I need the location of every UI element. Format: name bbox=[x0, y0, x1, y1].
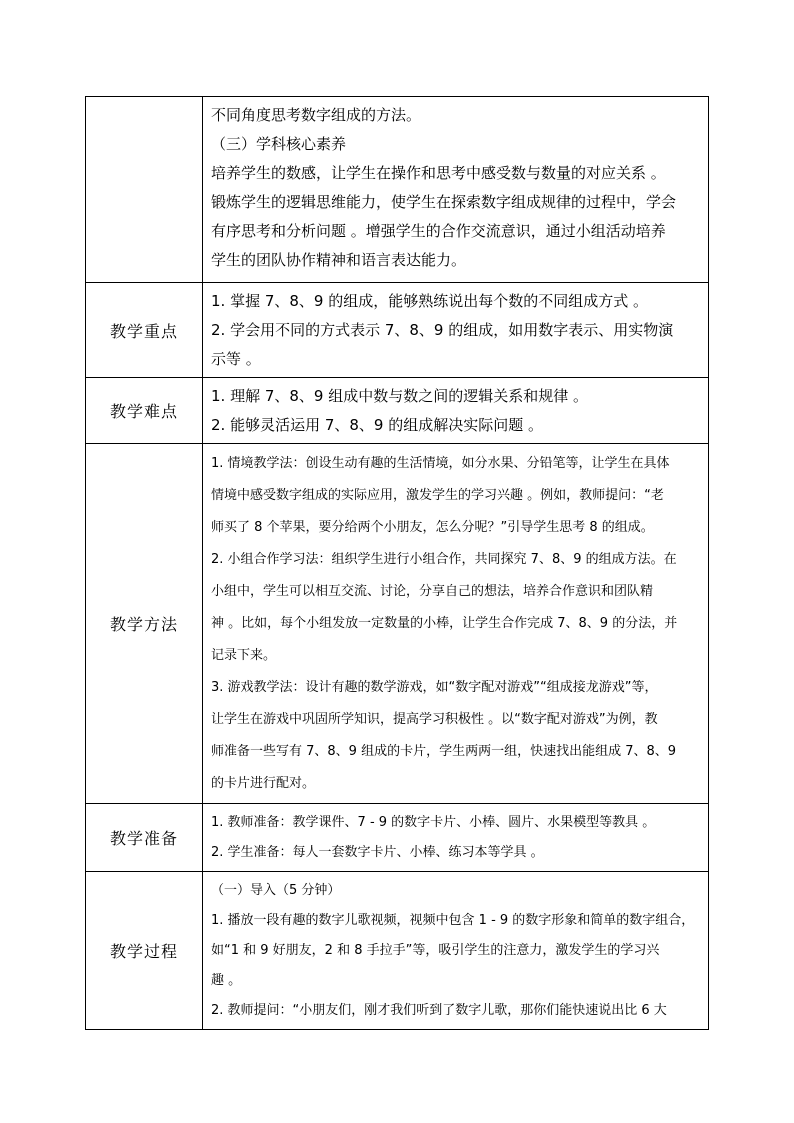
lesson-plan-table bbox=[85, 96, 709, 1030]
teaching-methods-label: 教学方法 bbox=[86, 444, 203, 804]
text-line: 1. 情境教学法：创设生动有趣的生活情境，如分水果、分铅笔等，让学生在具体 bbox=[211, 456, 670, 471]
table-row bbox=[86, 804, 709, 872]
text-line: 1. 掌握 7、8、9 的组成，能够熟练说出每个数的不同组成方式 。 bbox=[211, 292, 649, 310]
teaching-difficulty-content bbox=[203, 378, 709, 444]
teaching-process-label: 教学过程 bbox=[86, 872, 203, 1030]
teaching-focus-label: 教学重点 bbox=[86, 283, 203, 378]
text-line: 2. 学会用不同的方式表示 7、8、9 的组成，如用数字表示、用实物演 bbox=[211, 321, 674, 339]
teaching-focus-content bbox=[203, 283, 709, 378]
teaching-difficulty-label: 教学难点 bbox=[86, 378, 203, 444]
teaching-preparation-label: 教学准备 bbox=[86, 804, 203, 872]
text-line: 锻炼学生的逻辑思维能力，使学生在探索数字组成规律的过程中，学会 bbox=[211, 193, 677, 211]
text-line: 小组中，学生可以相互交流、讨论，分享自己的想法，培养合作意识和团队精 bbox=[211, 584, 654, 599]
text-line: （三）学科核心素养 bbox=[211, 135, 347, 153]
table-row bbox=[86, 378, 709, 444]
text-line: 1. 教师准备：教学课件、7 - 9 的数字卡片、小棒、圆片、水果模型等教具 。 bbox=[211, 815, 656, 830]
text-line: 学生的团队协作精神和语言表达能力。 bbox=[211, 251, 467, 269]
row-label-empty bbox=[86, 97, 203, 283]
text-line: 如“1 和 9 好朋友，2 和 8 手拉手”等，吸引学生的注意力，激发学生的学习兴 bbox=[211, 943, 660, 958]
table-row bbox=[86, 444, 709, 804]
text-line: 培养学生的数感，让学生在操作和思考中感受数与数量的对应关系 。 bbox=[211, 164, 666, 182]
text-line: 让学生在游戏中巩固所学知识，提高学习积极性 。以“数字配对游戏”为例，教 bbox=[211, 712, 658, 727]
text-line: 神 。比如，每个小组发放一定数量的小棒，让学生合作完成 7、8、9 的分法，并 bbox=[211, 616, 678, 631]
text-line: 3. 游戏教学法：设计有趣的数学游戏，如“数字配对游戏”“组成接龙游戏”等， bbox=[211, 680, 658, 695]
text-line: 2. 能够灵活运用 7、8、9 的组成解决实际问题 。 bbox=[211, 416, 544, 434]
text-line: 不同角度思考数字组成的方法。 bbox=[211, 106, 422, 124]
text-line: 1. 理解 7、8、9 组成中数与数之间的逻辑关系和规律 。 bbox=[211, 387, 589, 405]
text-line: 的卡片进行配对。 bbox=[211, 776, 316, 791]
text-line: 示等 。 bbox=[211, 350, 261, 368]
text-line: 有序思考和分析问题 。增强学生的合作交流意识，通过小组活动培养 bbox=[211, 222, 666, 240]
table-row bbox=[86, 283, 709, 378]
core-literacy-content bbox=[203, 97, 709, 283]
text-line: （一）导入（5 分钟） bbox=[211, 883, 341, 898]
text-line: 师准备一些写有 7、8、9 组成的卡片，学生两两一组，快速找出能组成 7、8、9 bbox=[211, 744, 677, 759]
teaching-preparation-content bbox=[203, 804, 709, 872]
teaching-methods-content bbox=[203, 444, 709, 804]
text-line: 趣 。 bbox=[211, 973, 242, 988]
table-row bbox=[86, 97, 709, 283]
text-line: 情境中感受数字组成的实际应用，激发学生的学习兴趣 。例如，教师提问：“老 bbox=[211, 488, 664, 503]
text-line: 1. 播放一段有趣的数字儿歌视频，视频中包含 1 - 9 的数字形象和简单的数字组合， bbox=[211, 913, 695, 928]
table-row bbox=[86, 872, 709, 1030]
text-line: 2. 小组合作学习法：组织学生进行小组合作，共同探究 7、8、9 的组成方法。在 bbox=[211, 552, 677, 567]
teaching-process-content bbox=[203, 872, 709, 1030]
text-line: 记录下来。 bbox=[211, 648, 277, 663]
text-line: 2. 学生准备：每人一套数字卡片、小棒、练习本等学具 。 bbox=[211, 845, 544, 860]
text-line: 师买了 8 个苹果，要分给两个小朋友，怎么分呢？”引导学生思考 8 的组成。 bbox=[211, 520, 654, 535]
text-line: 2. 教师提问：“小朋友们，刚才我们听到了数字儿歌，那你们能快速说出比 6 大 bbox=[211, 1003, 667, 1018]
